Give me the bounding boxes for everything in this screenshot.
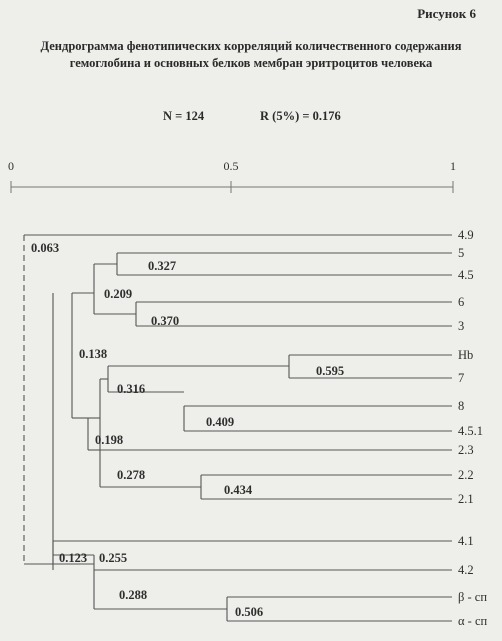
leaf-label: 4.5 [458,268,474,282]
node-label: 0.370 [151,314,180,328]
node-label: 0.198 [95,433,124,447]
node-label: 0.063 [31,241,60,255]
node-label: 0.327 [148,259,177,273]
node-label: 0.506 [235,605,264,619]
leaf-label: 4.1 [458,534,474,548]
leaf-label: 4.5.1 [458,424,483,438]
node-label: 0.123 [59,551,88,565]
node-label: 0.288 [119,588,148,602]
axis-tick-label: 0 [8,159,14,173]
node-label: 0.595 [316,364,345,378]
leaf-label: 2.1 [458,492,474,506]
node-label: 0.316 [117,382,146,396]
node-label: 0.409 [206,415,235,429]
critical-r: R (5%) = 0.176 [260,109,341,123]
leaf-label: 2.2 [458,468,474,482]
figure-title: Дендрограмма фенотипических корреляций количественного содержания гемоглобина и основных белков мембран эритроцитов человека [40,39,462,70]
leaf-label: α - сп [458,614,488,628]
sample-size: N = 124 [163,109,205,123]
leaf-label: 4.2 [458,563,474,577]
leaf-label: 5 [458,246,465,260]
node-label: 0.434 [224,483,253,497]
node-label: 0.278 [117,468,146,482]
axis-tick-label: 0.5 [223,159,239,173]
leaf-label: 8 [458,399,465,413]
leaf-label: β - сп [458,590,488,604]
leaf-label: 4.9 [458,228,474,242]
node-label: 0.255 [99,551,128,565]
node-label: 0.138 [79,347,108,361]
node-label: 0.209 [104,287,133,301]
leaf-label: 7 [458,371,465,385]
leaf-label: 3 [458,319,465,333]
leaf-label: 2.3 [458,443,474,457]
axis-tick-label: 1 [450,159,456,173]
figure-number: Рисунок 6 [417,6,476,21]
leaf-label: Hb [458,348,474,362]
leaf-label: 6 [458,295,465,309]
